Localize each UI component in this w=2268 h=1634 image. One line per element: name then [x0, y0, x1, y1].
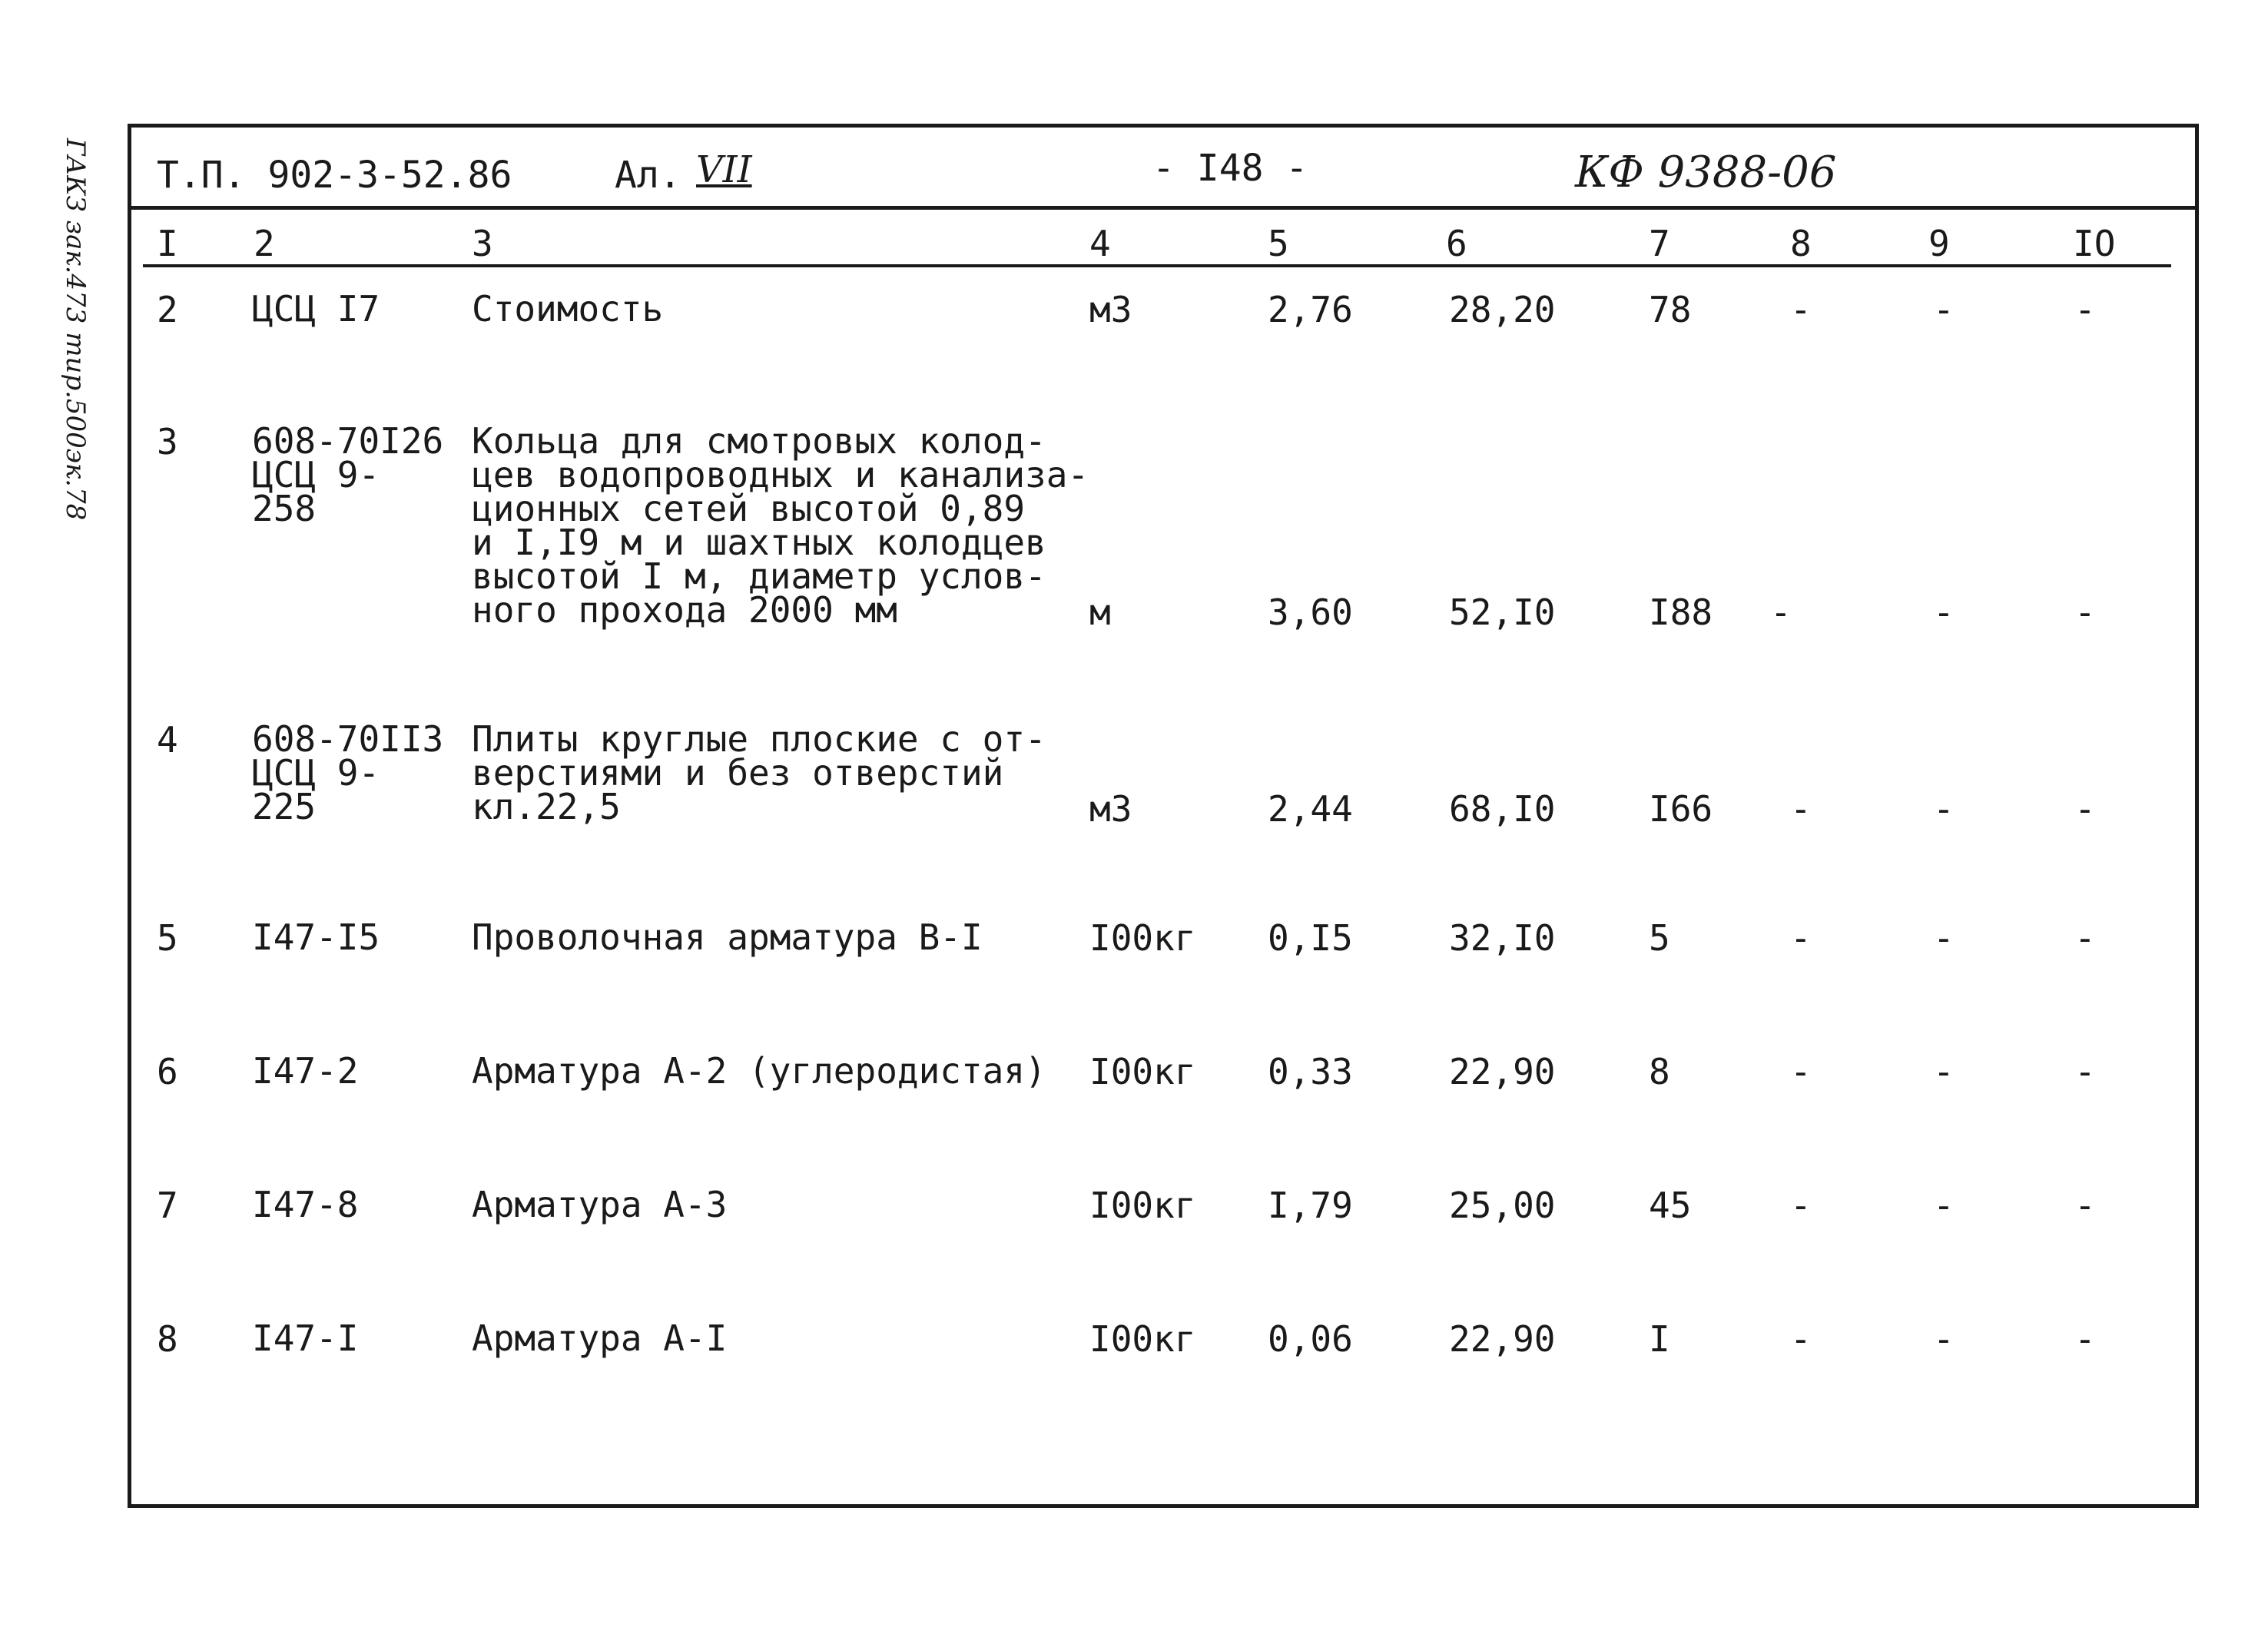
item-description: Плиты круглые плоские с от- верстиями и без отверстий кл.22,5 [472, 718, 1046, 827]
col-10-value: - [2074, 289, 2096, 330]
total-cost: 8 [1649, 1051, 1670, 1092]
item-description: Кольца для смотровых колод- цев водопроводных и канализа- ционных сетей высотой 0,89 и I,I9 м и шахтных колодцев высотой I м, диаметр услов- ного прохода 2000 мм [472, 420, 1089, 631]
unit-price: 32,I0 [1449, 917, 1556, 959]
col-10-value: - [2074, 1185, 2096, 1226]
column-header-6: 6 [1446, 223, 1467, 264]
quantity: 0,06 [1268, 1318, 1353, 1360]
col-9-value: - [1933, 788, 1955, 830]
column-header-7: 7 [1649, 223, 1670, 264]
col-9-value: - [1933, 592, 1955, 633]
col-9-value: - [1933, 1185, 1955, 1226]
col-10-value: - [2074, 917, 2096, 959]
unit: м3 [1089, 788, 1132, 830]
total-cost: I66 [1649, 788, 1713, 830]
unit-price: 22,90 [1449, 1051, 1556, 1092]
stamp-code: КФ 9388-06 [1575, 147, 1837, 197]
price-code: I47-2 [252, 1050, 359, 1092]
doc-reference: Т.П. 902-3-52.86 [157, 154, 512, 197]
row-number: 7 [157, 1185, 178, 1226]
row-number: 2 [157, 289, 178, 330]
price-code: 608-70I26 ЦСЦ 9- 258 [252, 420, 444, 529]
total-cost: 78 [1649, 289, 1692, 330]
column-header-4: 4 [1089, 223, 1111, 264]
quantity: 3,60 [1268, 592, 1353, 633]
unit: I00кг [1089, 1051, 1196, 1092]
col-10-value: - [2074, 1051, 2096, 1092]
quantity: I,79 [1268, 1185, 1353, 1226]
total-cost: 45 [1649, 1185, 1692, 1226]
album-label: Ал. [615, 154, 681, 197]
col-8-value: - [1790, 1051, 1812, 1092]
col-8-value: - [1790, 788, 1812, 830]
col-8-value: - [1790, 1318, 1812, 1360]
unit-price: 25,00 [1449, 1185, 1556, 1226]
row-number: 8 [157, 1318, 178, 1360]
col-9-value: - [1933, 917, 1955, 959]
unit: м3 [1089, 289, 1132, 330]
unit: I00кг [1089, 1185, 1196, 1226]
col-8-value: - [1790, 289, 1812, 330]
col-9-value: - [1933, 1318, 1955, 1360]
album-number: VII [696, 148, 752, 191]
price-code: I47-I5 [252, 916, 380, 958]
margin-print-note: ГАКЗ зак.473 тир.500эк.78 [60, 138, 91, 521]
column-header-3: 3 [472, 223, 493, 264]
column-header-2: 2 [254, 223, 275, 264]
total-cost: I88 [1649, 592, 1713, 633]
quantity: 2,44 [1268, 788, 1353, 830]
unit-price: 28,20 [1449, 289, 1556, 330]
unit: I00кг [1089, 1318, 1196, 1360]
column-header-8: 8 [1790, 223, 1812, 264]
col-8-value: - [1790, 1185, 1812, 1226]
column-header-5: 5 [1268, 223, 1289, 264]
column-header-divider [143, 264, 2171, 267]
row-number: 6 [157, 1051, 178, 1092]
col-9-value: - [1933, 1051, 1955, 1092]
row-number: 4 [157, 719, 178, 761]
col-10-value: - [2074, 1318, 2096, 1360]
header-divider [128, 206, 2199, 210]
quantity: 0,33 [1268, 1051, 1353, 1092]
unit-price: 68,I0 [1449, 788, 1556, 830]
unit: м [1089, 592, 1111, 633]
col-10-value: - [2074, 788, 2096, 830]
column-header-10: IO [2073, 223, 2116, 264]
price-code: I47-8 [252, 1184, 359, 1225]
item-description: Проволочная арматура В-I [472, 916, 983, 958]
column-header-9: 9 [1928, 223, 1950, 264]
total-cost: 5 [1649, 917, 1670, 959]
col-8-value: - [1770, 592, 1792, 633]
item-description: Арматура А-I [472, 1317, 728, 1359]
row-number: 3 [157, 421, 178, 462]
col-9-value: - [1933, 289, 1955, 330]
price-code: 608-70II3 ЦСЦ 9- 225 [252, 718, 444, 827]
column-header-1: I [157, 223, 178, 264]
page-number: - I48 - [1152, 147, 1308, 190]
unit-price: 52,I0 [1449, 592, 1556, 633]
price-code: ЦСЦ I7 [252, 288, 380, 330]
total-cost: I [1649, 1318, 1670, 1360]
col-8-value: - [1790, 917, 1812, 959]
item-description: Стоимость [472, 288, 664, 330]
price-code: I47-I [252, 1317, 359, 1359]
item-description: Арматура А-2 (углеродистая) [472, 1050, 1046, 1092]
item-description: Арматура А-3 [472, 1184, 728, 1225]
unit-price: 22,90 [1449, 1318, 1556, 1360]
unit: I00кг [1089, 917, 1196, 959]
col-10-value: - [2074, 592, 2096, 633]
quantity: 0,I5 [1268, 917, 1353, 959]
quantity: 2,76 [1268, 289, 1353, 330]
row-number: 5 [157, 917, 178, 959]
